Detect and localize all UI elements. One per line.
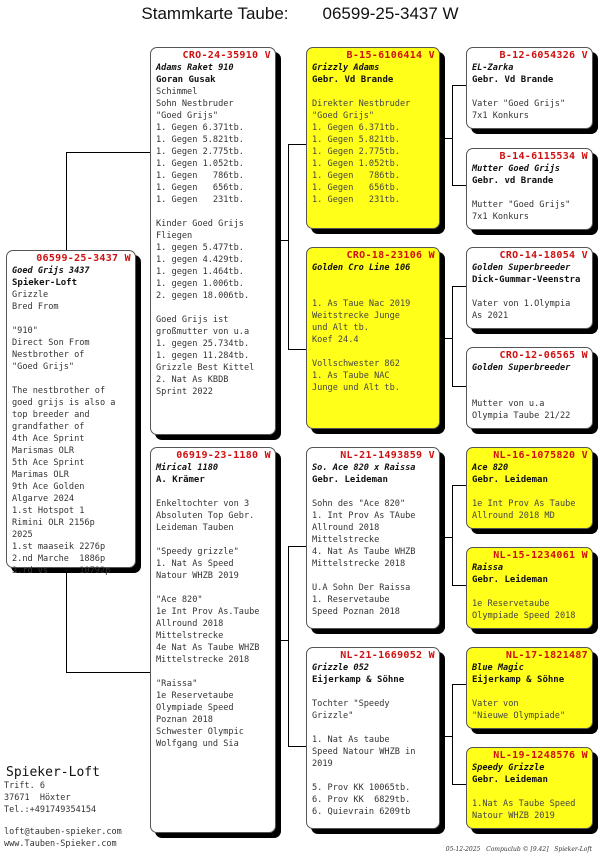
loft-email[interactable]: loft@tauben-spieker.com: [4, 827, 122, 837]
breeder-name: Goran Gusak: [156, 75, 216, 85]
breeder-name: Gebr. Vd Brande: [472, 75, 554, 85]
pedigree-card-dam-dam: [306, 647, 440, 829]
loft-street: Trift. 6: [4, 781, 45, 791]
info-line: 1. Gegen 2.775tb.: [312, 147, 400, 157]
ring-number: CRO-14-18054 V: [499, 250, 588, 261]
info-line: Speed Natour WHZB in: [312, 747, 416, 757]
pedigree-card-sire-sire: [306, 47, 440, 229]
info-line: [156, 206, 271, 218]
info-line: 2. Nat As KBDB: [156, 375, 229, 385]
info-line: top breeder and: [12, 410, 90, 420]
info-line: Allround 2018 MD: [472, 511, 555, 521]
info-line: Mittelstrecke 2018: [312, 559, 406, 569]
info-line: [472, 286, 588, 298]
info-line: 2. gegen 18.006tb.: [156, 291, 250, 301]
info-line: 9th Ace Golden: [12, 482, 85, 492]
pedigree-card-subject: [6, 250, 136, 576]
info-line: "Goed Grijs": [312, 111, 375, 121]
connector: [452, 485, 466, 486]
info-line: Speed Poznan 2018: [312, 607, 400, 617]
loft-name: Spieker-Loft: [6, 765, 100, 780]
info-line: Weitstrecke Junge: [312, 311, 400, 321]
pigeon-name: Goed Grijs 3437: [12, 266, 90, 276]
pigeon-name: Grizzly Adams: [312, 63, 380, 73]
info-line: 1. gegen 5.477tb.: [156, 243, 244, 253]
connector: [440, 736, 452, 737]
connector: [452, 286, 453, 386]
info-line: [472, 86, 588, 98]
info-line: 2025: [12, 530, 33, 540]
info-line: Grizzle": [312, 711, 354, 721]
info-line: Sohn Nestbruder: [156, 99, 234, 109]
info-line: Sprint 2022: [156, 387, 213, 397]
info-line: 1. As Taue Nac 2019: [312, 299, 411, 309]
loft-phone: Tel.:+491749354154: [4, 805, 97, 815]
connector: [66, 672, 150, 673]
ring-number: NL-15-1234061 W: [493, 550, 588, 561]
info-line: "Raissa": [156, 679, 198, 689]
info-line: 4e Nat As Taube WHZB: [156, 643, 260, 653]
info-line: Marismas OLR: [12, 446, 75, 456]
info-line: "910": [12, 326, 38, 336]
info-line: "Goed Grijs": [156, 111, 219, 121]
connector: [276, 240, 288, 241]
breeder-name: [312, 274, 435, 286]
info-line: Direct Son From: [12, 338, 90, 348]
info-line: Kinder Goed Grijs: [156, 219, 244, 229]
title-label: Stammkarte Taube:: [141, 4, 289, 23]
info-line: [472, 586, 588, 598]
breeder-name: Gebr. vd Brande: [472, 176, 554, 186]
info-line: 6. Quievrain 6209tb: [312, 807, 411, 817]
info-line: Grizzle: [12, 290, 49, 300]
info-line: [312, 286, 435, 298]
pedigree-card-dss: [466, 447, 593, 529]
info-line: 7x1 Konkurs: [472, 111, 529, 121]
ring-number: 06599-25-3437 W: [36, 253, 131, 264]
info-line: [472, 187, 588, 199]
connector: [66, 567, 67, 672]
info-line: [156, 302, 271, 314]
info-line: Marimas OLR: [12, 470, 69, 480]
connector: [452, 386, 466, 387]
pigeon-name: EL-Zarka: [472, 63, 514, 73]
info-line: Schwester Olympic: [156, 727, 244, 737]
info-line: Fliegen: [156, 231, 193, 241]
info-line: 1. Gegen 2.775tb.: [156, 147, 244, 157]
connector: [288, 144, 289, 349]
info-line: Wolfgang und Sia: [156, 739, 239, 749]
ring-number: B-14-6115534 W: [499, 151, 588, 162]
info-line: 6. Prov KK 6829tb.: [312, 795, 411, 805]
info-line: 1. Gegen 786tb.: [156, 171, 244, 181]
info-line: 1. Int Prov As TAube: [312, 511, 416, 521]
info-line: Vollschwester 862: [312, 359, 400, 369]
info-line: [312, 722, 435, 734]
info-line: 1. Gegen 656tb.: [312, 183, 400, 193]
info-line: 2.nd Marche 1886p: [12, 554, 106, 564]
connector: [440, 138, 452, 139]
info-line: Leideman Tauben: [156, 523, 234, 533]
info-line: 1. gegen 1.464tb.: [156, 267, 244, 277]
info-line: 7x1 Konkurs: [472, 212, 529, 222]
pedigree-card-sire-dam: [306, 247, 440, 429]
connector: [452, 684, 453, 784]
info-line: 1. Gegen 231tb.: [312, 195, 400, 205]
breeder-name: Spieker-Loft: [12, 278, 78, 288]
info-line: Olympiade Speed: [156, 703, 234, 713]
info-line: 1. gegen 4.429tb.: [156, 255, 244, 265]
connector: [452, 485, 453, 585]
info-line: [312, 86, 435, 98]
info-line: Goed Grijs ist: [156, 315, 229, 325]
info-line: [12, 373, 131, 385]
info-line: Rimini OLR 2156p: [12, 518, 95, 528]
info-line: 1e Reservetaube: [156, 691, 234, 701]
pedigree-card-dam-sire: [306, 447, 440, 629]
info-line: Tochter "Speedy: [312, 699, 390, 709]
breeder-name: [472, 374, 588, 386]
pedigree-card-sdd: [466, 347, 593, 429]
pedigree-card-ddd: [466, 747, 593, 829]
pedigree-card-dam: [150, 447, 276, 833]
connector: [66, 152, 67, 252]
page-title: [0, 4, 600, 24]
info-line: 1. gegen 25.734tb.: [156, 339, 250, 349]
pigeon-name: Speedy Grizzle: [472, 763, 545, 773]
info-line: 1. Nat As Speed: [156, 559, 234, 569]
connector: [452, 585, 466, 586]
pigeon-name: Adams Raket 910: [156, 63, 234, 73]
pigeon-name: Grizzle 052: [312, 663, 369, 673]
pedigree-card-sds: [466, 247, 593, 329]
connector: [452, 85, 453, 185]
info-line: [156, 666, 271, 678]
info-line: goed grijs is also a: [12, 398, 116, 408]
info-line: [472, 486, 588, 498]
info-line: As 2021: [472, 311, 509, 321]
info-line: Natour WHZB 2019: [472, 811, 555, 821]
ring-number: NL-21-1669052 W: [340, 650, 435, 661]
info-line: 1. Gegen 6.371tb.: [312, 123, 400, 133]
info-line: 1. gegen 11.284tb.: [156, 351, 250, 361]
ring-number: NL-17-1821487: [505, 650, 588, 661]
breeder-name: Gebr. Leideman: [472, 575, 548, 585]
pigeon-name: Raissa: [472, 563, 504, 573]
info-line: "Speedy grizzle": [156, 547, 239, 557]
info-line: U.A Sohn Der Raissa: [312, 583, 411, 593]
info-line: Olympia Taube 21/22: [472, 411, 571, 421]
pigeon-name: Blue Magic: [472, 663, 524, 673]
connector: [288, 144, 306, 145]
info-line: 1. Gegen 786tb.: [312, 171, 400, 181]
info-line: 1. As Taube NAC: [312, 371, 390, 381]
info-line: Algarve 2024: [12, 494, 75, 504]
ring-number: 06919-23-1180 W: [176, 450, 271, 461]
connector: [288, 349, 306, 350]
info-line: 4th Ace Sprint: [12, 434, 85, 444]
ring-number: NL-21-1493859 V: [340, 450, 435, 461]
info-line: 1. Gegen 231tb.: [156, 195, 244, 205]
info-line: Vater von 1.Olympia: [472, 299, 571, 309]
info-line: Mutter "Goed Grijs": [472, 200, 571, 210]
info-line: Direkter Nestbruder: [312, 99, 411, 109]
pigeon-name: Golden Superbreeder: [472, 363, 571, 373]
info-line: 5. Prov KK 10065tb.: [312, 783, 411, 793]
ring-number: CRO-24-35910 V: [182, 50, 271, 61]
info-line: und Alt tb.: [312, 323, 369, 333]
info-line: 1. Gegen 1.052tb.: [156, 159, 244, 169]
info-line: Olympiade Speed 2018: [472, 611, 576, 621]
info-line: 1. gegen 1.006tb.: [156, 279, 244, 289]
info-line: [156, 582, 271, 594]
connector: [452, 286, 466, 287]
breeder-name: Eijerkamp & Söhne: [472, 675, 565, 685]
pigeon-name: Ace 820: [472, 463, 509, 473]
connector: [288, 746, 306, 747]
info-line: 1e Int Prov As.Taube: [156, 607, 260, 617]
info-line: [472, 686, 588, 698]
info-line: grandfather of: [12, 422, 85, 432]
info-line: [12, 313, 131, 325]
info-line: 1.st Hotspot 1: [12, 506, 85, 516]
pigeon-name: Golden Cro Line 106: [312, 263, 411, 273]
info-line: Vater von: [472, 699, 519, 709]
info-line: 1. Gegen 656tb.: [156, 183, 244, 193]
info-line: Bred From: [12, 302, 59, 312]
pedigree-card-dds: [466, 647, 593, 729]
info-line: Mutter von u.a: [472, 399, 545, 409]
info-line: [472, 386, 588, 398]
info-line: 1. Nat As taube: [312, 735, 390, 745]
info-line: 2019: [312, 759, 333, 769]
breeder-name: Gebr. Leideman: [472, 475, 548, 485]
connector: [288, 546, 306, 547]
pigeon-name: Golden Superbreeder: [472, 263, 571, 273]
info-line: großmutter von u.a: [156, 327, 250, 337]
connector: [440, 537, 452, 538]
info-line: Junge und Alt tb.: [312, 383, 400, 393]
ring-number: NL-19-1248576 W: [493, 750, 588, 761]
info-line: Absoluten Top Gebr.: [156, 511, 255, 521]
info-line: Vater "Goed Grijs": [472, 99, 566, 109]
info-line: "Goed Grijs": [12, 362, 75, 372]
connector: [452, 784, 466, 785]
info-line: [156, 534, 271, 546]
pigeon-name: Mutter Goed Grijs: [472, 164, 560, 174]
info-line: 1. Gegen 5.821tb.: [156, 135, 244, 145]
info-line: The nestbrother of: [12, 386, 106, 396]
breeder-name: Eijerkamp & Söhne: [312, 675, 405, 685]
info-line: [156, 486, 271, 498]
pigeon-name: So. Ace 820 x Raissa: [312, 463, 416, 473]
info-line: Enkeltochter von 3: [156, 499, 250, 509]
pedigree-card-ssd: [466, 148, 593, 230]
info-line: Schimmel: [156, 87, 198, 97]
info-line: Sohn des "Ace 820": [312, 499, 406, 509]
info-line: 1. Gegen 1.052tb.: [312, 159, 400, 169]
connector: [276, 640, 288, 641]
info-line: 1e Reservetaube: [472, 599, 550, 609]
ring-number: B-12-6054326 V: [499, 50, 588, 61]
breeder-name: A. Krämer: [156, 475, 205, 485]
info-line: 5th Ace Sprint: [12, 458, 85, 468]
info-line: [312, 346, 435, 358]
connector: [452, 185, 466, 186]
connector: [440, 338, 452, 339]
breeder-name: Dick-Gummar-Veenstra: [472, 275, 581, 285]
info-line: Natour WHZB 2019: [156, 571, 239, 581]
connector: [66, 152, 150, 153]
info-line: [312, 570, 435, 582]
info-line: 1e Int Prov As Taube: [472, 499, 576, 509]
info-line: Koef 24.4: [312, 335, 359, 345]
info-line: 1.st maaseik 2276p: [12, 542, 106, 552]
breeder-name: Gebr. Leideman: [312, 475, 388, 485]
info-line: "Nieuwe Olympiade": [472, 711, 566, 721]
ring-number: B-15-6106414 V: [346, 50, 435, 61]
breeder-name: Gebr. Leideman: [472, 775, 548, 785]
info-line: [312, 486, 435, 498]
pedigree-card-sss: [466, 47, 593, 129]
pigeon-name: Mirical 1180: [156, 463, 219, 473]
connector: [288, 546, 289, 746]
title-ring: 06599-25-3437 W: [322, 4, 459, 23]
pedigree-card-dsd: [466, 547, 593, 629]
info-line: 4. Nat As Taube WHZB: [312, 547, 416, 557]
info-line: Allround 2018: [156, 619, 224, 629]
info-line: 1. Reservetaube: [312, 595, 390, 605]
ring-number: CRO-18-23106 W: [346, 250, 435, 261]
info-line: 3.rd vs 10792p: [12, 566, 111, 576]
info-line: "Ace 820": [156, 595, 203, 605]
print-stamp: 05-12-2025 Compuclub © [9.42] Spieker-Loft: [445, 846, 592, 853]
breeder-name: Gebr. Vd Brande: [312, 75, 394, 85]
info-line: [312, 770, 435, 782]
info-line: Grizzle Best Kittel: [156, 363, 255, 373]
info-line: 1.Nat As Taube Speed: [472, 799, 576, 809]
info-line: 1. Gegen 6.371tb.: [156, 123, 244, 133]
info-line: [312, 686, 435, 698]
info-line: Mittelstrecke: [312, 535, 380, 545]
ring-number: NL-16-1075820 V: [493, 450, 588, 461]
connector: [452, 85, 466, 86]
info-line: Poznan 2018: [156, 715, 213, 725]
pedigree-card-sire: [150, 47, 276, 435]
info-line: Mittelstrecke: [156, 631, 224, 641]
loft-website[interactable]: www.Tauben-Spieker.com: [4, 839, 117, 849]
info-line: Mittelstrecke 2018: [156, 655, 250, 665]
info-line: Allround 2018: [312, 523, 380, 533]
ring-number: CRO-12-06565 W: [499, 350, 588, 361]
info-line: Nestbrother of: [12, 350, 85, 360]
info-line: [472, 786, 588, 798]
connector: [452, 684, 466, 685]
loft-city: 37671 Höxter: [4, 793, 71, 803]
info-line: 1. Gegen 5.821tb.: [312, 135, 400, 145]
